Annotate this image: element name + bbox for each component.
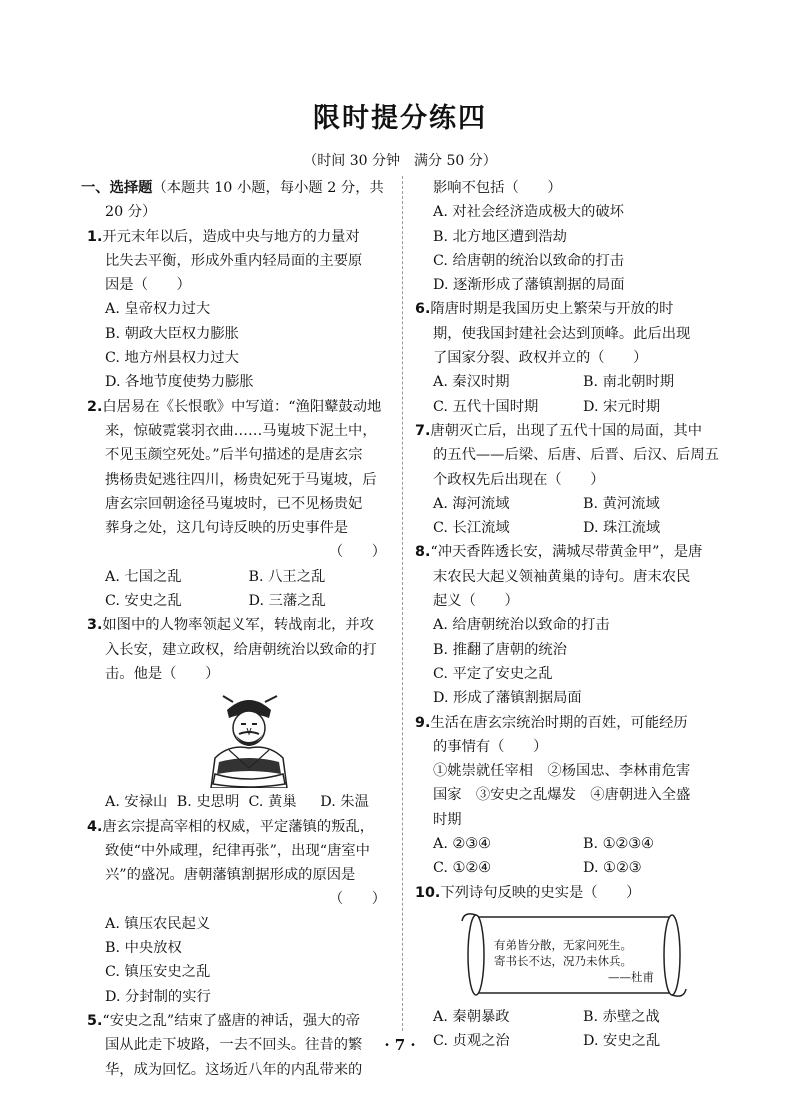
option[interactable]: D. 朱温 — [320, 794, 369, 811]
option[interactable]: A. ②③④ — [433, 836, 491, 853]
question-8: 8.“冲天香阵透长安，满城尽带黄金甲”，是唐 末农民大起义领袖黄巢的诗句。唐末农民 起义（ ） A. 给唐朝统治以致命的打击 B. 推翻了唐朝的统治 C. 平定了安史之乱 D. 形成了藩镇割据局面 — [415, 540, 733, 710]
option[interactable]: A. 对社会经济造成极大的破坏 — [433, 204, 624, 221]
option[interactable]: A. 海河流域 — [433, 495, 510, 512]
option[interactable]: C. 平定了安史之乱 — [433, 665, 553, 682]
option[interactable]: C. 五代十国时期 — [433, 398, 539, 415]
question-5: 5.“安史之乱”结束了盛唐的神话，强大的帝 国从此走下坡路，一去不回头。往昔的繁 华，成为回忆。这场近八年的内乱带来的 — [87, 1012, 363, 1078]
question-3: 3.如图中的人物率领起义军，转战南北，并攻 入长安，建立政权，给唐朝统治以致命的打 击。他是（ ） A. 安禄山 B. 史思明 C. 黄巢 D. 朱温 — [87, 613, 392, 814]
option[interactable]: D. 安史之乱 — [583, 1033, 661, 1050]
page-number: · 7 · — [384, 1036, 416, 1054]
option[interactable]: C. 给唐朝的统治以致命的打击 — [433, 252, 625, 269]
option[interactable]: D. 宋元时期 — [583, 398, 661, 415]
option[interactable]: D. 分封制的实行 — [105, 988, 211, 1005]
poem-text: 有弟皆分散，无家问死生。 寄书长不达，况乃未休兵。 ——杜甫 — [494, 937, 654, 984]
section-heading-cont: 20 分） — [105, 204, 157, 221]
option[interactable]: C. 安史之乱 — [105, 593, 182, 610]
option[interactable]: A. 镇压农民起义 — [105, 915, 211, 932]
option[interactable]: D. 三藩之乱 — [248, 593, 326, 610]
option[interactable]: C. 地方州县权力过大 — [105, 350, 239, 367]
option[interactable]: A. 安禄山 — [105, 794, 168, 811]
question-9: 9.生活在唐玄宗统治时期的百姓，可能经历 的事情有（ ） ①姚崇就任宰相 ②杨国忠、李林甫危害 国家 ③安史之乱爆发 ④唐朝进入全盛 时期 A. ②③④ B. ①②③④ C. ①②④ D. ①②③ — [415, 711, 733, 881]
option[interactable]: B. ①②③④ — [583, 836, 654, 853]
question-5-cont: 影响不包括（ ） A. 对社会经济造成极大的破坏 B. 北方地区遭到浩劫 C. 给唐朝的统治以致命的打击 D. 逐渐形成了藩镇割据的局面 — [415, 176, 733, 297]
option[interactable]: C. 贞观之治 — [433, 1033, 510, 1050]
question-2: 2.白居易在《长恨歌》中写道：“渔阳鼙鼓动地 来，惊破霓裳羽衣曲……马嵬坡下泥土中， 不见玉颜空死处。”后半句描述的是唐玄宗 携杨贵妃逃往四川，杨贵妃死于马嵬坡，后 唐玄宗回朝途径马嵬坡时，已不见杨贵妃 葬身之处，这几句诗反映的历史事件是 （ ） A. 七国之乱 B. 八王之乱 C. 安史之乱 D. 三藩之乱 — [87, 395, 392, 614]
page-title: 限时提分练四 — [313, 103, 487, 134]
option[interactable]: D. 各地节度使势力膨胀 — [105, 374, 254, 391]
question-1: 1.开元末年以后，造成中央与地方的力量对 比失去平衡，形成外重内轻局面的主要原 因是（ ） A. 皇帝权力过大 B. 朝政大臣权力膨胀 C. 地方州县权力过大 D. 各地节度使势力膨胀 — [87, 225, 392, 395]
option[interactable]: B. 南北朝时期 — [583, 374, 675, 391]
option[interactable]: C. 黄巢 — [248, 794, 297, 811]
option[interactable]: B. 赤壁之战 — [583, 1008, 660, 1025]
option[interactable]: B. 朝政大臣权力膨胀 — [105, 325, 239, 342]
question-10: 10.下列诗句反映的史实是（ ） 有弟皆分散，无家问死生。 寄书长不达，况乃未休兵。 ——杜甫 A. 秦朝暴政 B. 赤壁之战 C. 贞观之治 D. 安史之乱 — [415, 881, 733, 1054]
option[interactable]: A. 秦朝暴政 — [433, 1008, 510, 1025]
option[interactable]: B. 北方地区遭到浩劫 — [433, 228, 567, 245]
option[interactable]: B. 八王之乱 — [248, 568, 326, 585]
poem-scroll — [415, 905, 733, 1005]
option[interactable]: B. 史思明 — [176, 794, 240, 811]
option[interactable]: C. 镇压安史之乱 — [105, 964, 211, 981]
answer-paren: （ ） — [328, 544, 386, 561]
option[interactable]: C. 长江流域 — [433, 520, 510, 537]
option[interactable]: D. ①②③ — [583, 860, 642, 877]
answer-paren: （ ） — [328, 891, 386, 908]
question-4: 4.唐玄宗提高宰相的权威，平定藩镇的叛乱， 致使“中外咸理，纪律再张”，出现“唐室中 兴”的盛况。唐朝藩镇割据形成的原因是 （ ） A. 镇压农民起义 B. 中央放权 C. 镇压安史之乱 D. 分封制的实行 — [87, 815, 392, 1009]
question-6: 6.隋唐时期是我国历史上繁荣与开放的时 期，使我国封建社会达到顶峰。此后出现 了国家分裂、政权并立的（ ） A. 秦汉时期 B. 南北朝时期 C. 五代十国时期 D. 宋元时期 — [415, 297, 733, 418]
huangchao-portrait-icon — [189, 688, 309, 788]
option[interactable]: A. 七国之乱 — [105, 568, 182, 585]
option[interactable]: B. 中央放权 — [105, 940, 182, 957]
option[interactable]: A. 皇帝权力过大 — [105, 301, 211, 318]
question-7: 7.唐朝灭亡后，出现了五代十国的局面，其中 的五代——后梁、后唐、后晋、后汉、后周五 个政权先后出现在（ ） A. 海河流域 B. 黄河流域 C. 长江流域 D. 珠江流域 — [415, 419, 733, 540]
portrait-illustration — [87, 686, 392, 790]
option[interactable]: D. 珠江流域 — [583, 520, 661, 537]
time-score-note: （时间 30 分钟 满分 50 分） — [303, 153, 497, 169]
option[interactable]: A. 秦汉时期 — [433, 374, 510, 391]
option[interactable]: B. 黄河流域 — [583, 495, 660, 512]
right-column — [415, 176, 733, 1054]
left-column — [81, 176, 392, 1082]
option[interactable]: B. 推翻了唐朝的统治 — [433, 641, 567, 658]
option[interactable]: A. 给唐朝统治以致命的打击 — [433, 617, 610, 634]
section-heading: 一、选择题（本题共 10 小题，每小题 2 分，共 — [81, 180, 384, 196]
option[interactable]: D. 形成了藩镇割据局面 — [433, 690, 582, 707]
option[interactable]: C. ①②④ — [433, 860, 491, 877]
column-divider — [402, 176, 403, 1031]
option[interactable]: D. 逐渐形成了藩镇割据的局面 — [433, 277, 625, 294]
